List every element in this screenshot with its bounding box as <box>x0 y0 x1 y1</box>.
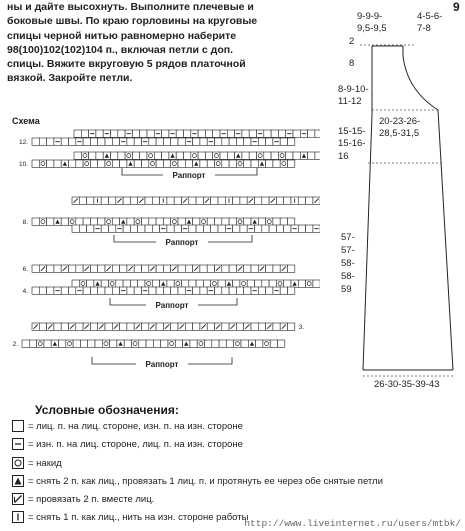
schema-title: Схема <box>12 116 40 126</box>
legend-text: = накид <box>28 457 62 469</box>
schematic-label: 57- <box>341 245 355 256</box>
circle-square-icon <box>12 457 24 469</box>
slash-square-icon <box>12 493 24 505</box>
schematic-label: 26-30-35-39-43 <box>374 379 440 390</box>
schematic-label: 58- <box>341 258 355 269</box>
bar-square-icon <box>12 511 24 523</box>
watermark-url: http://www.liveinternet.ru/users/mtbk/ <box>244 518 461 529</box>
schematic-label: 59 <box>341 284 352 295</box>
schematic-label: 7-8 <box>417 23 431 34</box>
schematic-label: 15-15- <box>338 126 366 137</box>
schematic-label: 20-23-26- <box>379 116 421 127</box>
row-number: 12. <box>18 139 28 146</box>
legend-text: = снять 1 п. как лиц., нить на изн. стороне работы <box>28 511 249 523</box>
row-number: 6. <box>22 266 28 273</box>
intro-line: боковые швы. По краю горловины на круговые <box>7 15 258 28</box>
legend-item <box>12 418 243 434</box>
rapport-label: Раппорт <box>155 301 189 310</box>
intro-line: 98(100)102(102)104 п., включая петли с доп. <box>7 43 233 56</box>
legend-item <box>12 473 383 489</box>
schematic-label: 8-9-10- <box>338 84 369 95</box>
intro-line: спицы черной нитью равномерно наберите <box>7 29 237 42</box>
empty-square-icon <box>12 420 24 432</box>
schematic-label: 16 <box>338 151 349 162</box>
triangle-square-icon <box>12 475 24 487</box>
rapport-label: Раппорт <box>145 360 179 369</box>
legend-title: Условные обозначения: <box>35 403 179 417</box>
schematic-label: 9,5-9,5 <box>357 23 387 34</box>
schematic-label: 11-12 <box>338 96 362 107</box>
row-number: 10. <box>18 161 28 168</box>
schematic-label: 4-5-6- <box>417 11 443 22</box>
rapport-label: Раппорт <box>172 171 206 180</box>
schematic-label: 9-9-9- <box>357 11 383 22</box>
legend-text: = лиц. п. на лиц. стороне, изн. п. на изн. стороне <box>28 420 243 432</box>
legend-text: = провязать 2 п. вместе лиц. <box>28 493 155 505</box>
row-number: 4. <box>22 288 28 295</box>
schematic-outline <box>363 46 453 370</box>
row-number: 8. <box>22 219 28 226</box>
row-number: 2. <box>12 341 18 348</box>
dash-square-icon <box>12 438 24 450</box>
schematic-label: 28,5-31,5 <box>379 128 420 139</box>
schematic-label: 8 <box>349 58 355 69</box>
intro-line: вязкой. Закройте петли. <box>7 72 133 85</box>
rapport-label: Раппорт <box>165 238 199 247</box>
schematic-label: 57- <box>341 232 355 243</box>
legend-text: = изн. п. на лиц. стороне, лиц. п. на изн. стороне <box>28 438 243 450</box>
row-number: 3. <box>298 324 305 331</box>
legend-item <box>12 436 243 452</box>
schematic-label: 2 <box>349 36 355 47</box>
page-number: 9 <box>453 0 460 14</box>
legend-item <box>12 491 154 507</box>
intro-line: ны и дайте высохнуть. Выполните плечевые и <box>7 1 254 13</box>
legend-item <box>12 509 248 525</box>
schematic-label: 58- <box>341 271 355 282</box>
legend-text: = снять 2 п. как лиц., провязать 1 лиц. п. и протянуть ее через обе снятые петли <box>28 475 383 487</box>
schematic-label: 15-16- <box>338 138 366 149</box>
intro-line: спицы. Вяжите вкруговую 5 рядов платочной <box>7 58 246 71</box>
legend-item <box>12 455 62 471</box>
